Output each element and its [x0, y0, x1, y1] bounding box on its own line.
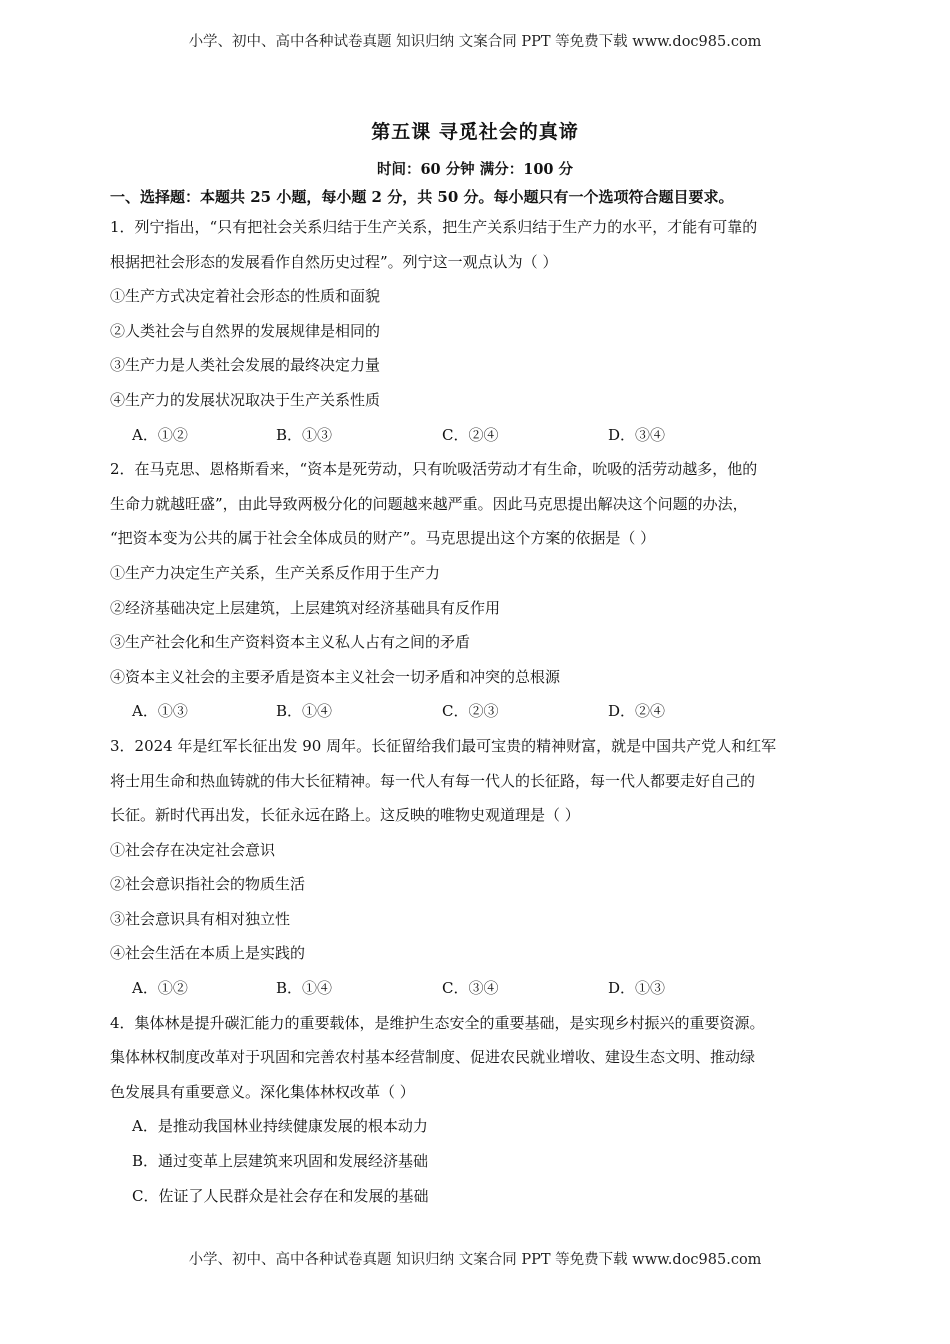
option-c: C．②④: [442, 425, 499, 444]
option-b: B．通过变革上层建筑来巩固和发展经济基础: [132, 1152, 429, 1171]
option-a: A．①②: [132, 425, 188, 444]
question-stem-line: 将士用生命和热血铸就的伟大长征精神。每一代人有每一代人的长征路，每一代人都要走好自己的: [110, 771, 756, 790]
statement: ③社会意识具有相对独立性: [110, 909, 291, 928]
question-content: [110, 184, 845, 1213]
question-stem-line: 3．2024 年是红军长征出发 90 周年。长征留给我们最可宝贵的精神财富，就是中国共产党人和红军: [110, 736, 777, 755]
statement: ①生产力决定生产关系，生产关系反作用于生产力: [110, 563, 441, 582]
question-stem-line: 2．在马克思、恩格斯看来，“资本是死劳动，只有吮吸活劳动才有生命，吮吸的活劳动越多，他的: [110, 460, 758, 479]
statement: ③生产社会化和生产资料资本主义私人占有之间的矛盾: [110, 633, 471, 652]
option-c: C．佐证了人民群众是社会存在和发展的基础: [132, 1186, 429, 1205]
statement: ①社会存在决定社会意识: [110, 840, 276, 859]
option-d: D．②④: [608, 702, 666, 721]
question-stem-line: 4．集体林是提升碳汇能力的重要载体，是维护生态安全的重要基础，是实现乡村振兴的重要资源。: [110, 1013, 765, 1032]
question-stem-line: 集体林权制度改革对于巩固和完善农村基本经营制度、促进农民就业增收、建设生态文明、推动绿: [110, 1048, 756, 1067]
option-a: A．是推动我国林业持续健康发展的根本动力: [132, 1117, 428, 1136]
option-a: A．①③: [132, 702, 188, 721]
option-d: D．③④: [608, 425, 666, 444]
section-heading: 一、选择题：本题共 25 小题，每小题 2 分，共 50 分。每小题只有一个选项符合题目要求。: [110, 188, 734, 206]
question-stem-line: 生命力就越旺盛”，由此导致两极分化的问题越来越严重。因此马克思提出解决这个问题的办法，: [110, 494, 748, 513]
statement: ②社会意识指社会的物质生活: [110, 875, 306, 894]
statement: ③生产力是人类社会发展的最终决定力量: [110, 356, 381, 375]
page-footer: 小学、初中、高中各种试卷真题 知识归纳 文案合同 PPT 等免费下载 www.doc985.com: [188, 1252, 762, 1268]
page-title: 第五课 寻觅社会的真谛: [371, 121, 579, 143]
statement: ④资本主义社会的主要矛盾是资本主义社会一切矛盾和冲突的总根源: [110, 667, 561, 686]
question-stem-line: 1．列宁指出，“只有把社会关系归结于生产关系，把生产关系归结于生产力的水平，才能有可靠的: [110, 218, 758, 236]
question-2: [110, 452, 845, 729]
statement: ④社会生活在本质上是实践的: [110, 944, 306, 963]
question-stem-line: “把资本变为公共的属于社会全体成员的财产”。马克思提出这个方案的依据是（ ）: [110, 529, 656, 548]
exam-info: 时间：60 分钟 满分：100 分: [376, 161, 574, 178]
question-stem-line: 色发展具有重要意义。深化集体林权改革（ ）: [110, 1082, 415, 1101]
option-c: C．③④: [442, 979, 499, 998]
question-1: [110, 210, 845, 452]
page-header: 小学、初中、高中各种试卷真题 知识归纳 文案合同 PPT 等免费下载 www.doc985.com: [188, 34, 762, 50]
option-c: C．②③: [442, 702, 499, 721]
option-b: B．①④: [276, 702, 333, 721]
option-b: B．①③: [276, 425, 333, 444]
question-stem-line: 根据把社会形态的发展看作自然历史过程”。列宁这一观点认为（ ）: [110, 252, 558, 271]
answer-options: [110, 971, 845, 1006]
answer-options: [110, 418, 845, 453]
question-stem-line: 长征。新时代再出发，长征永远在路上。这反映的唯物史观道理是（ ）: [110, 806, 580, 825]
answer-options: [110, 694, 845, 729]
option-b: B．①④: [276, 979, 333, 998]
question-4: [110, 1006, 845, 1214]
statement: ①生产方式决定着社会形态的性质和面貌: [110, 287, 381, 306]
statement: ②人类社会与自然界的发展规律是相同的: [110, 321, 381, 340]
question-3: [110, 729, 845, 1006]
statement: ②经济基础决定上层建筑，上层建筑对经济基础具有反作用: [110, 598, 501, 617]
statement: ④生产力的发展状况取决于生产关系性质: [110, 390, 381, 409]
option-a: A．①②: [132, 979, 188, 998]
option-d: D．①③: [608, 979, 666, 998]
